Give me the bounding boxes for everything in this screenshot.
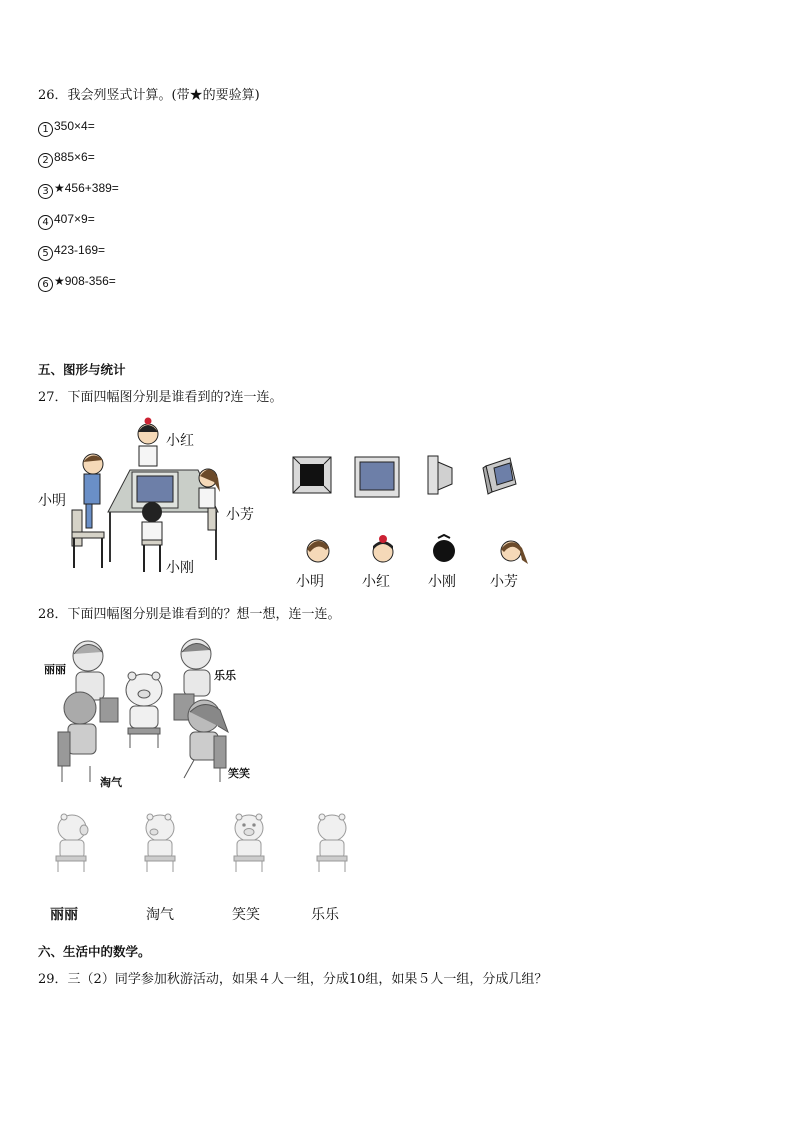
monitor-view-side: [426, 454, 456, 496]
item-expression: 350×4=: [54, 119, 95, 133]
answer-label-2: 小红: [362, 574, 390, 590]
item-number: 4: [38, 215, 53, 230]
item-number: 5: [38, 246, 53, 261]
head-xiaohong: [369, 534, 397, 566]
q26-item-5: [38, 239, 105, 261]
q26-item-6: [38, 270, 116, 292]
q27-scene-illustration: [60, 412, 240, 582]
q26-title: 26．我会列竖式计算。(带★的要验算): [38, 88, 260, 103]
head-xiaogang: [430, 534, 458, 566]
q28-label-lili: 丽丽: [44, 663, 66, 676]
q27-label-xiaohong: 小红: [166, 433, 194, 449]
item-expression: 885×6=: [54, 150, 95, 164]
q28-scene-illustration: [54, 632, 244, 788]
answer-label-4: 小芳: [490, 574, 518, 590]
head-xiaoming: [304, 534, 332, 566]
section-5-title: 五、图形与统计: [38, 362, 126, 377]
item-expression: ★908-356=: [54, 274, 116, 288]
item-number: 3: [38, 184, 53, 199]
q27-label-xiaogang: 小刚: [166, 560, 194, 576]
q28-title: 28．下面四幅图分别是谁看到的？想一想，连一连。: [38, 607, 341, 622]
q27-label-xiaofang: 小芳: [226, 507, 254, 523]
answer-label-1: 小明: [296, 574, 324, 590]
pig-answer-label-3: 笑笑: [232, 907, 260, 923]
q28-label-lele: 乐乐: [214, 669, 236, 682]
pig-view-4: [312, 812, 352, 874]
q27-title: 27．下面四幅图分别是谁看到的?连一连。: [38, 390, 283, 405]
pig-answer-label-4: 乐乐: [311, 907, 339, 923]
q26-item-4: [38, 208, 95, 230]
monitor-view-angle: [482, 454, 520, 496]
q26-item-2: [38, 146, 95, 168]
q27-label-xiaoming: 小明: [38, 493, 66, 509]
pig-answer-label-2: 淘气: [146, 907, 174, 923]
q28-label-taoqi: 淘气: [100, 776, 122, 789]
q28-label-xiaoxiao: 笑笑: [228, 767, 250, 780]
item-number: 1: [38, 122, 53, 137]
head-xiaofang: [498, 534, 530, 568]
q29-title: 29．三（2）同学参加秋游活动，如果４人一组，分成10组，如果５人一组，分成几组？: [38, 972, 548, 987]
pig-view-1: [50, 812, 90, 874]
monitor-view-back: [292, 456, 332, 494]
item-number: 2: [38, 153, 53, 168]
q26-item-3: [38, 177, 119, 199]
item-number: 6: [38, 277, 53, 292]
monitor-view-front: [354, 456, 400, 498]
pig-view-3: [229, 812, 269, 874]
section-6-title: 六、生活中的数学。: [38, 944, 151, 959]
item-expression: 407×9=: [54, 212, 95, 226]
pig-view-2: [142, 812, 182, 874]
answer-label-3: 小刚: [428, 574, 456, 590]
pig-answer-label-1: 丽丽: [50, 907, 78, 923]
q26-item-1: [38, 115, 95, 137]
item-expression: ★456+389=: [54, 181, 119, 195]
item-expression: 423-169=: [54, 243, 106, 257]
